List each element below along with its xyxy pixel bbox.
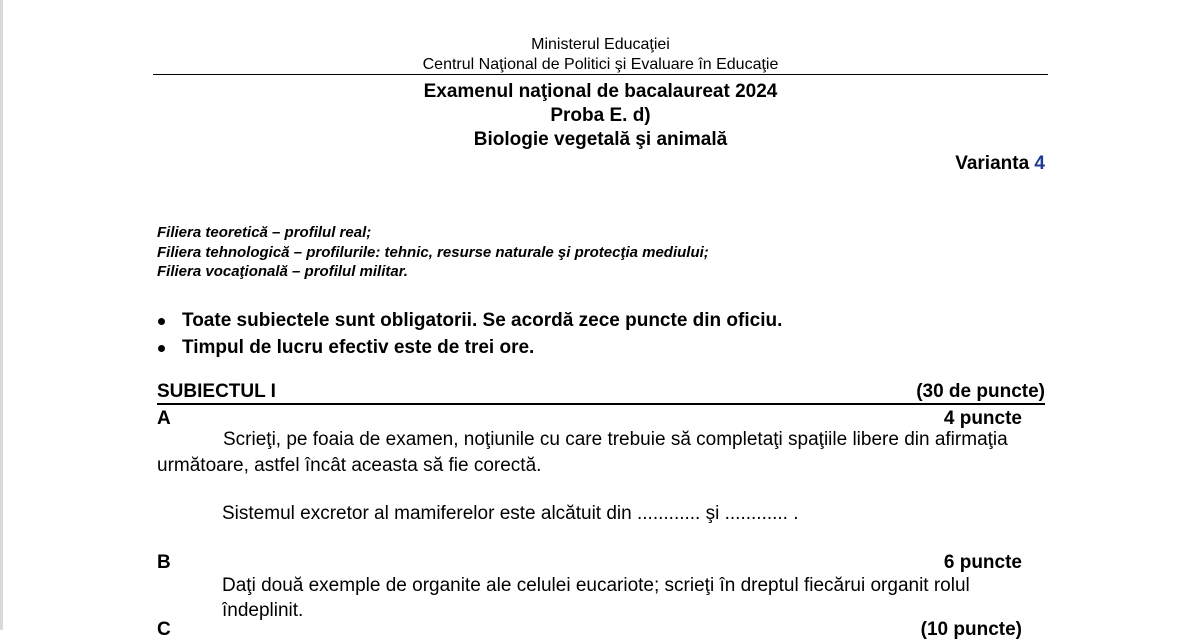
- item-b-points: 6 puncte: [943, 552, 1022, 573]
- instruction-item: [157, 309, 782, 336]
- exam-proba: Proba E. d): [550, 105, 651, 126]
- item-c-letter: C: [157, 619, 171, 640]
- item-b-letter: B: [157, 552, 171, 573]
- item-b-text-line1: Daţi două exemple de organite ale celulei eucariote; scrieţi în dreptul fiecărui organit rolul: [222, 575, 970, 596]
- header-rule: [153, 74, 1048, 75]
- variant-number: 4: [1034, 153, 1045, 174]
- bullet-icon: [158, 318, 165, 325]
- item-a-points: 4 puncte: [943, 408, 1022, 429]
- variant-text: Varianta: [955, 153, 1030, 174]
- item-a-statement: Sistemul excretor al mamiferelor este alcătuit din ............ şi ............ .: [222, 503, 799, 524]
- filiera-tehnologica: Filiera tehnologică – profilurile: tehnic, resurse naturale şi protecţia mediului;: [157, 244, 709, 261]
- filiera-teoretica: Filiera teoretică – profilul real;: [157, 224, 372, 241]
- ministry-header: Ministerul Educaţiei: [531, 36, 670, 53]
- item-a-text-line1: Scrieţi, pe foaia de examen, noţiunile cu care trebuie să completaţi spaţiile libere din afirmaţia: [223, 429, 1008, 450]
- instruction-text: Timpul de lucru efectiv este de trei ore.: [182, 337, 535, 358]
- item-c-points: (10 puncte): [920, 619, 1022, 640]
- subiect-title: SUBIECTUL I: [157, 381, 276, 402]
- bullet-icon: [158, 345, 165, 352]
- center-header: Centrul Naţional de Politici şi Evaluare în Educaţie: [422, 56, 779, 73]
- instruction-text: Toate subiectele sunt obligatorii. Se acordă zece puncte din oficiu.: [182, 310, 783, 331]
- exam-subject: Biologie vegetală şi animală: [473, 129, 728, 150]
- item-b-text-line2: îndeplinit.: [222, 600, 304, 621]
- item-a-text-line2: următoare, astfel încât aceasta să fie corectă.: [157, 455, 542, 476]
- subiect-points: (30 de puncte): [916, 381, 1045, 402]
- exam-title: Examenul naţional de bacalaureat 2024: [423, 81, 778, 102]
- item-a-letter: A: [157, 408, 171, 429]
- instruction-item: [157, 336, 782, 363]
- page-edge: [0, 0, 3, 630]
- instructions-list: [157, 309, 782, 363]
- variant-label: [955, 153, 1045, 175]
- subiect-rule: [157, 403, 1045, 405]
- filiera-vocationala: Filiera vocaţională – profilul militar.: [157, 263, 408, 280]
